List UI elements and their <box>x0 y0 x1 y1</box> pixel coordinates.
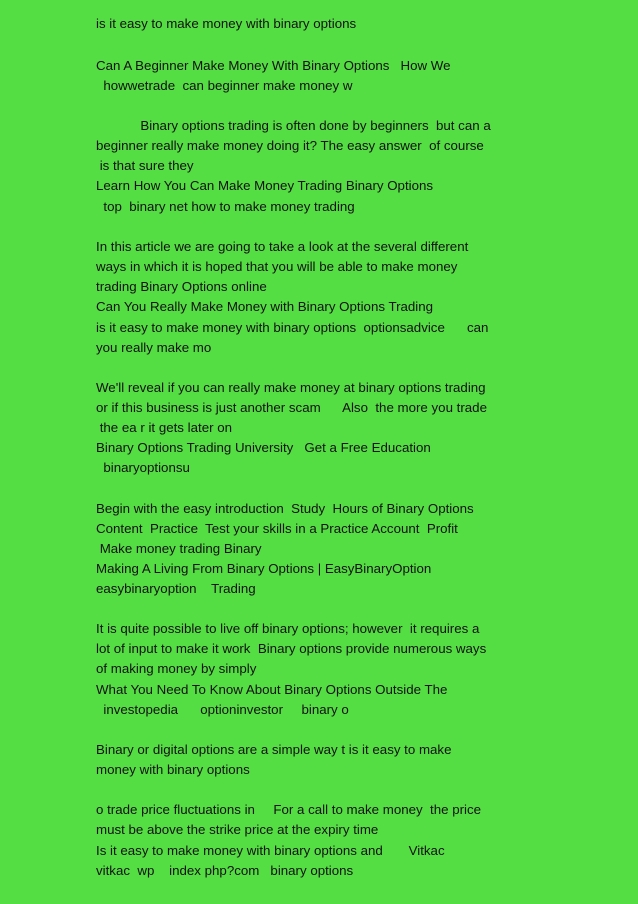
text-line: of making money by simply <box>96 661 257 676</box>
text-line: Content Practice Test your skills in a Practice Account Profit <box>96 521 458 536</box>
text-line: or if this business is just another scam Also the more you trade <box>96 400 487 415</box>
text-line: is it easy to make money with binary options optionsadvice can <box>96 320 489 335</box>
text-line: investopedia optioninvestor binary o <box>96 702 349 717</box>
text-line: In this article we are going to take a look at the several different <box>96 239 469 254</box>
text-line: howwetrade can beginner make money w <box>96 78 353 93</box>
text-line: We'll reveal if you can really make money at binary options trading <box>96 380 486 395</box>
text-line: Binary options trading is often done by beginners but can a <box>96 118 491 133</box>
text-line: Binary or digital options are a simple way t is it easy to make <box>96 742 452 757</box>
text-line: must be above the strike price at the expiry time <box>96 822 379 837</box>
text-line: is it easy to make money with binary options <box>96 16 357 31</box>
text-line: Can You Really Make Money with Binary Options Trading <box>96 299 434 314</box>
text-line: binaryoptionsu <box>96 460 190 475</box>
text-line: o trade price fluctuations in For a call to make money the price <box>96 802 482 817</box>
text-line: vitkac wp index php?com binary options <box>96 863 354 878</box>
text-line: money with binary options <box>96 762 250 777</box>
text-line: What You Need To Know About Binary Options Outside The <box>96 682 448 697</box>
text-line: beginner really make money doing it? The easy answer of course <box>96 138 484 153</box>
text-line: top binary net how to make money trading <box>96 199 355 214</box>
text-line: the ea r it gets later on <box>96 420 233 435</box>
text-line: Is it easy to make money with binary options and Vitkac <box>96 843 445 858</box>
text-line: trading Binary Options online <box>96 279 267 294</box>
text-line: Binary Options Trading University Get a Free Education <box>96 440 431 455</box>
text-line: lot of input to make it work Binary options provide numerous ways <box>96 641 487 656</box>
text-line: Make money trading Binary <box>96 541 262 556</box>
text-line: Learn How You Can Make Money Trading Binary Options <box>96 178 434 193</box>
text-line: you really make mo <box>96 340 212 355</box>
text-line: It is quite possible to live off binary options; however it requires a <box>96 621 480 636</box>
text-line: Making A Living From Binary Options | EasyBinaryOption <box>96 561 432 576</box>
text-line: Begin with the easy introduction Study Hours of Binary Options <box>96 501 474 516</box>
text-line: ways in which it is hoped that you will be able to make money <box>96 259 458 274</box>
text-line: Can A Beginner Make Money With Binary Options How We <box>96 58 451 73</box>
text-line: is that sure they <box>96 158 194 173</box>
text-line: easybinaryoption Trading <box>96 581 256 596</box>
